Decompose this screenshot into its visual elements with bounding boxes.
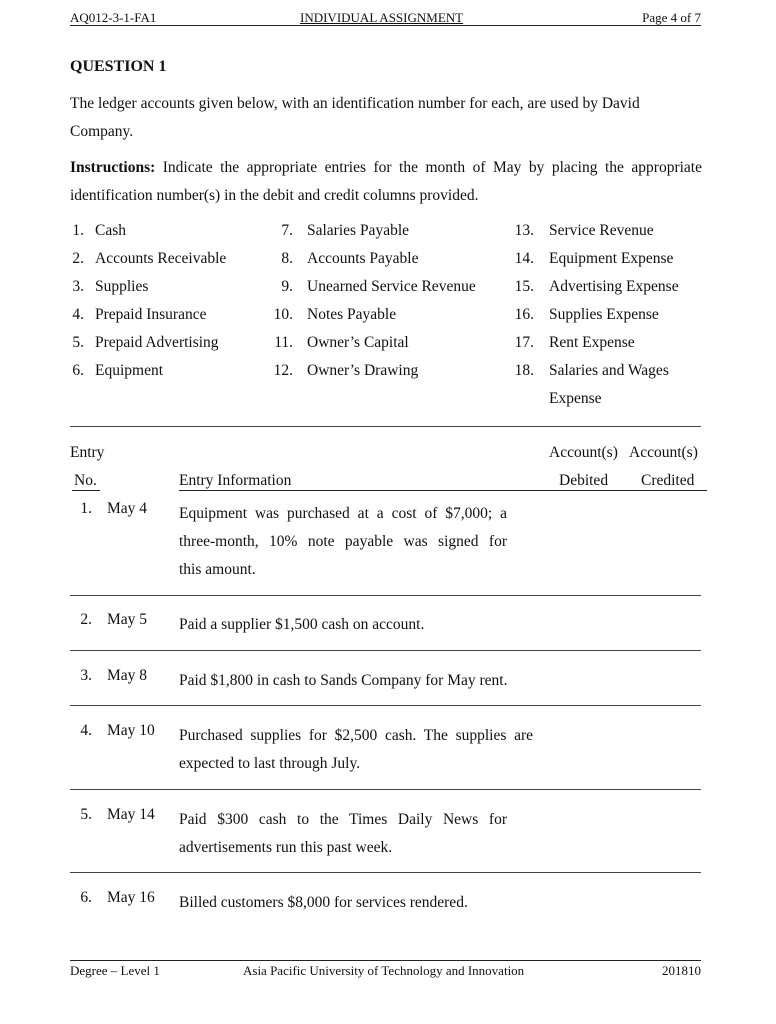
entry-info-line: advertisements run this past week. bbox=[179, 839, 393, 856]
account-name: Service Revenue bbox=[549, 222, 654, 239]
account-name: Supplies Expense bbox=[549, 306, 659, 323]
section-divider bbox=[70, 426, 701, 427]
account-number: 4. bbox=[72, 306, 84, 323]
account-name: Notes Payable bbox=[307, 306, 397, 323]
account-name: Cash bbox=[95, 222, 126, 239]
account-number: 15. bbox=[514, 278, 534, 295]
account-number: 2. bbox=[72, 250, 84, 267]
entry-divider bbox=[70, 595, 701, 596]
account-number: 9. bbox=[281, 278, 293, 295]
header-debited: Debited bbox=[559, 472, 609, 489]
entry-date: May 8 bbox=[107, 667, 148, 684]
entry-info-line: three-month, 10% note payable was signed for bbox=[179, 533, 507, 550]
instructions bbox=[70, 154, 702, 210]
entry-number: 6. bbox=[80, 889, 92, 906]
entry-info-line: this amount. bbox=[179, 561, 256, 578]
entry-divider bbox=[70, 650, 701, 651]
entry-number: 1. bbox=[80, 500, 92, 517]
header-rule bbox=[70, 25, 701, 26]
account-name: Salaries and Wages bbox=[549, 362, 669, 379]
entry-info-line: Paid $300 cash to the Times Daily News for bbox=[179, 811, 507, 828]
header-entry: Entry bbox=[70, 444, 105, 461]
account-name: Prepaid Advertising bbox=[95, 334, 219, 351]
entry-info-line: Paid $1,800 in cash to Sands Company for May rent. bbox=[179, 672, 508, 689]
footer-code: 201810 bbox=[662, 963, 701, 978]
doc-code: AQ012-3-1-FA1 bbox=[70, 10, 157, 25]
account-number: 1. bbox=[72, 222, 84, 239]
account-number: 11. bbox=[274, 334, 293, 351]
doc-title: INDIVIDUAL ASSIGNMENT bbox=[300, 10, 464, 25]
header-underline bbox=[179, 490, 707, 491]
entry-date: May 10 bbox=[107, 722, 155, 739]
entry-info-line: Paid a supplier $1,500 cash on account. bbox=[179, 616, 425, 633]
entry-date: May 4 bbox=[107, 500, 148, 517]
account-number: 13. bbox=[514, 222, 534, 239]
account-name: Supplies bbox=[95, 278, 149, 295]
account-name: Equipment Expense bbox=[549, 250, 674, 267]
entry-info-line: Billed customers $8,000 for services rendered. bbox=[179, 894, 468, 911]
entry-date: May 14 bbox=[107, 806, 155, 823]
entry-number: 4. bbox=[80, 722, 92, 739]
account-name: Prepaid Insurance bbox=[95, 306, 207, 323]
entry-info-line: Purchased supplies for $2,500 cash. The supplies are bbox=[179, 727, 533, 744]
entry-number: 5. bbox=[80, 806, 92, 823]
question-intro: The ledger accounts given below, with an identification number for each, are used by David Company. bbox=[70, 95, 640, 140]
entry-divider bbox=[70, 705, 701, 706]
account-number: 10. bbox=[273, 306, 293, 323]
account-number: 8. bbox=[281, 250, 293, 267]
account-name: Advertising Expense bbox=[549, 278, 679, 295]
entry-number: 3. bbox=[80, 667, 92, 684]
account-name: Equipment bbox=[95, 362, 164, 379]
entry-info-line: Equipment was purchased at a cost of $7,000; a bbox=[179, 505, 507, 522]
account-number: 6. bbox=[72, 362, 84, 379]
entry-divider bbox=[70, 789, 701, 790]
account-number: 12. bbox=[273, 362, 293, 379]
entry-number: 2. bbox=[80, 611, 92, 628]
account-number: 17. bbox=[514, 334, 534, 351]
header-credited-top: Account(s) bbox=[629, 444, 698, 461]
account-number: 16. bbox=[514, 306, 534, 323]
footer-university: Asia Pacific University of Technology and Innovation bbox=[243, 963, 525, 978]
account-name: Owner’s Capital bbox=[307, 334, 409, 351]
account-name: Owner’s Drawing bbox=[307, 362, 419, 379]
account-number: 18. bbox=[514, 362, 534, 379]
entry-date: May 16 bbox=[107, 889, 155, 906]
account-name-continued: Expense bbox=[549, 390, 602, 407]
account-number: 3. bbox=[72, 278, 84, 295]
instructions-text: Indicate the appropriate entries for the month of May by placing the appropriate identification number(s) in the debit and credit columns provided. bbox=[70, 159, 702, 204]
header-entry-information: Entry Information bbox=[179, 472, 292, 489]
instructions-label: Instructions: bbox=[70, 159, 156, 176]
account-name: Rent Expense bbox=[549, 334, 635, 351]
entry-divider bbox=[70, 872, 701, 873]
entry-date: May 5 bbox=[107, 611, 148, 628]
header-no: No. bbox=[74, 472, 97, 489]
account-name: Accounts Receivable bbox=[95, 250, 227, 267]
page-number: Page 4 of 7 bbox=[642, 10, 701, 25]
footer-rule bbox=[70, 960, 701, 961]
account-name: Salaries Payable bbox=[307, 222, 410, 239]
account-number: 14. bbox=[514, 250, 534, 267]
footer-degree: Degree – Level 1 bbox=[70, 963, 160, 978]
account-number: 7. bbox=[281, 222, 293, 239]
account-name: Unearned Service Revenue bbox=[307, 278, 476, 295]
account-name: Accounts Payable bbox=[307, 250, 419, 267]
account-number: 5. bbox=[72, 334, 84, 351]
header-credited: Credited bbox=[641, 472, 695, 489]
header-debited-top: Account(s) bbox=[549, 444, 618, 461]
no-underline bbox=[72, 490, 100, 491]
question-title: QUESTION 1 bbox=[70, 58, 167, 75]
entry-info-line: expected to last through July. bbox=[179, 755, 361, 772]
